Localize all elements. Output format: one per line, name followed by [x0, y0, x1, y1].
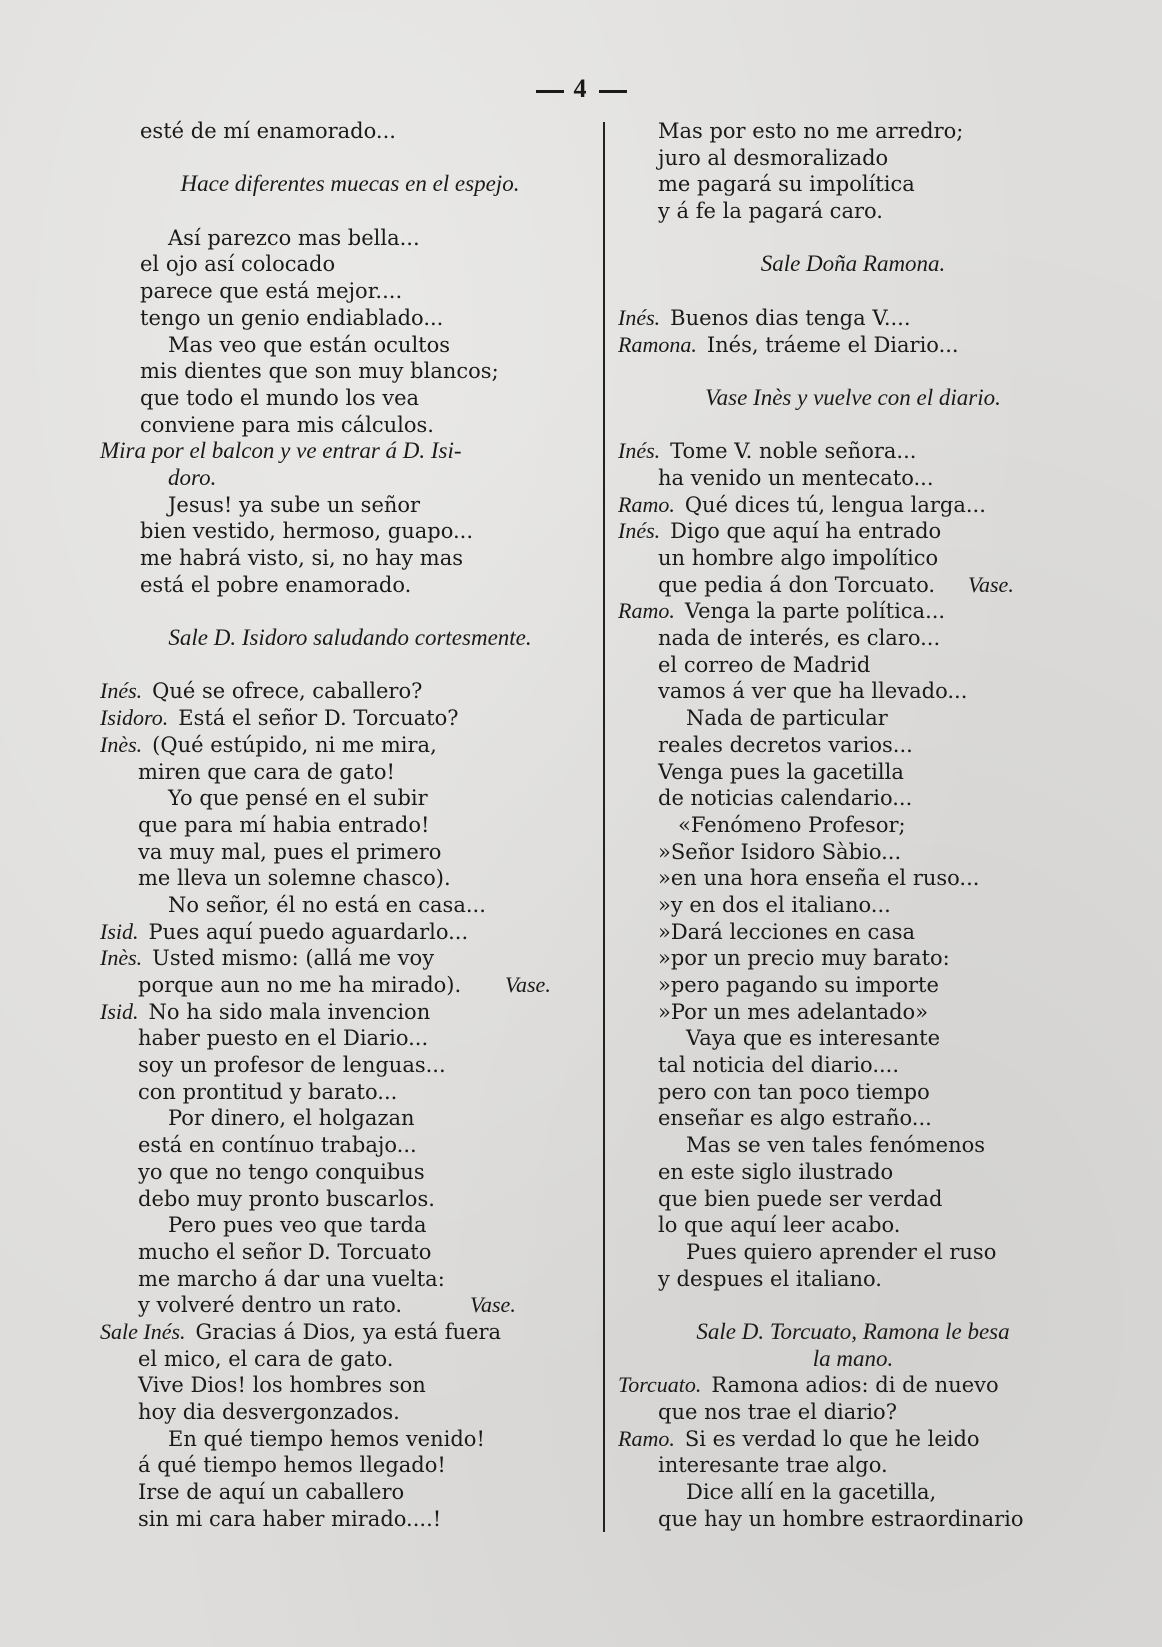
verse-text: »por un precio muy barato:	[658, 946, 950, 971]
speaker-name: Ramo.	[618, 1425, 675, 1451]
verse-line	[618, 171, 1088, 198]
stage-direction	[618, 1346, 1088, 1373]
verse-line	[100, 1372, 600, 1399]
verse-line	[618, 198, 1088, 225]
verse-line	[618, 465, 1088, 492]
speaker-name: Inès.	[100, 945, 143, 971]
speaker-name: Inés.	[618, 518, 661, 544]
verse-text: Venga la parte política...	[684, 599, 946, 624]
folio-dash-right	[599, 90, 627, 93]
verse-text: Nada de particular	[686, 706, 888, 731]
verse-text: que todo el mundo los vea	[140, 385, 420, 410]
verse-line	[618, 1452, 1088, 1479]
verse-line	[618, 812, 1088, 839]
verse-line	[100, 1239, 600, 1266]
verse-line	[100, 1346, 600, 1373]
verse-text: lo que aquí leer acabo.	[658, 1213, 901, 1238]
verse-line	[100, 1426, 600, 1453]
speaker-line	[100, 919, 600, 946]
speaker-name: Ramo.	[618, 491, 675, 517]
verse-line	[100, 1052, 600, 1079]
verse-line	[100, 759, 600, 786]
verse-text: Pues aquí puedo aguardarlo...	[148, 919, 469, 944]
verse-line	[618, 1506, 1088, 1533]
verse-text: está el pobre enamorado.	[140, 572, 412, 597]
verse-text: Vive Dios! los hombres son	[138, 1373, 426, 1398]
speaker-name: Inés.	[618, 304, 661, 330]
verse-text: de noticias calendario...	[658, 786, 913, 811]
verse-text: va muy mal, pues el primero	[138, 839, 442, 864]
verse-line	[618, 1132, 1088, 1159]
verse-line	[618, 118, 1088, 145]
verse-line	[100, 1079, 600, 1106]
verse-line	[100, 892, 600, 919]
verse-text: mis dientes que son muy blancos;	[140, 359, 499, 384]
verse-text: me marcho á dar una vuelta:	[138, 1266, 445, 1291]
verse-text: »Señor Isidoro Sàbio...	[658, 839, 902, 864]
speaker-line	[618, 518, 1088, 545]
verse-text: un hombre algo impolítico	[658, 546, 939, 570]
speaker-name: Isid.	[100, 998, 139, 1024]
speaker-line	[618, 305, 1088, 332]
stage-direction-text: la mano.	[812, 1345, 894, 1371]
verse-line	[618, 1052, 1088, 1079]
verse-text: »Por un mes adelantado»	[658, 999, 929, 1024]
blank-line	[618, 358, 1088, 385]
verse-line	[618, 1479, 1088, 1506]
verse-text: tal noticia del diario....	[658, 1053, 900, 1078]
verse-line	[100, 1479, 600, 1506]
verse-text: el mico, el cara de gato.	[138, 1346, 394, 1371]
speaker-line	[100, 732, 600, 759]
stage-direction	[100, 438, 600, 465]
stage-direction-text: Mira por el balcon y ve entrar á D. Isi-	[100, 438, 462, 464]
stage-direction	[618, 385, 1088, 412]
verse-line	[618, 945, 1088, 972]
verse-text: porque aun no me ha mirado).	[138, 973, 462, 997]
speaker-name: Torcuato.	[618, 1372, 702, 1398]
verse-text: hoy dia desvergonzados.	[138, 1400, 400, 1424]
column-divider	[603, 122, 605, 1532]
verse-text: con prontitud y barato...	[138, 1079, 398, 1104]
verse-line	[100, 251, 600, 278]
verse-text: »en una hora enseña el ruso...	[658, 866, 980, 891]
verse-text: á qué tiempo hemos llegado!	[138, 1453, 446, 1478]
verse-text: reales decretos varios...	[658, 732, 913, 757]
speaker-line	[618, 438, 1088, 465]
stage-direction	[618, 1319, 1088, 1346]
verse-line	[618, 785, 1088, 812]
verse-text: Jesus! ya sube un señor	[168, 492, 421, 517]
verse-line	[618, 1239, 1088, 1266]
verse-line	[100, 865, 600, 892]
verse-text: el correo de Madrid	[658, 652, 871, 677]
verse-line	[100, 332, 600, 359]
verse-text: Yo que pensé en el subir	[168, 786, 428, 811]
verse-text: nada de interés, es claro...	[658, 626, 941, 651]
verse-text: Venga pues la gacetilla	[658, 759, 904, 784]
verse-line	[618, 1025, 1088, 1052]
verse-line	[618, 759, 1088, 786]
verse-text: Mas veo que están ocultos	[168, 332, 451, 357]
verse-line	[100, 1132, 600, 1159]
speaker-line	[618, 492, 1088, 519]
verse-text: está en contínuo trabajo...	[138, 1133, 417, 1158]
verse-text: Qué se ofrece, caballero?	[152, 679, 423, 704]
verse-text: me pagará su impolítica	[658, 172, 915, 197]
page-number	[0, 74, 1162, 104]
speaker-line	[100, 999, 600, 1026]
stage-direction	[100, 171, 600, 198]
verse-line	[618, 145, 1088, 172]
verse-text: el ojo así colocado	[140, 252, 336, 277]
verse-line	[100, 1452, 600, 1479]
verse-text: que para mí habia entrado!	[138, 812, 430, 837]
verse-text: debo muy pronto buscarlos.	[138, 1186, 435, 1211]
verse-line	[100, 1212, 600, 1239]
verse-text: No ha sido mala invencion	[148, 999, 431, 1024]
verse-text: Mas se ven tales fenómenos	[686, 1133, 986, 1158]
verse-text: vamos á ver que ha llevado...	[658, 679, 968, 704]
verse-text: tengo un genio endiablado...	[140, 305, 444, 330]
verse-text: Gracias á Dios, ya está fuera	[195, 1319, 502, 1344]
verse-text: Qué dices tú, lengua larga...	[684, 492, 986, 517]
speaker-line	[618, 598, 1088, 625]
folio-dash-left	[536, 90, 564, 93]
verse-text: Por dinero, el holgazan	[168, 1106, 415, 1131]
verse-line	[618, 1159, 1088, 1186]
verse-line	[100, 545, 600, 572]
verse-line	[100, 572, 600, 599]
verse-text: interesante trae algo.	[658, 1453, 888, 1478]
right-column	[618, 118, 1088, 1532]
verse-line	[618, 1399, 1088, 1426]
speaker-name: Isidoro.	[100, 705, 169, 731]
verse-text: No señor, él no está en casa...	[168, 892, 486, 917]
verse-line	[100, 305, 600, 332]
verse-text: enseñar es algo estraño...	[658, 1106, 932, 1131]
verse-text: Mas por esto no me arredro;	[658, 119, 964, 143]
blank-line	[618, 412, 1088, 439]
verse-text: Pues quiero aprender el ruso	[686, 1239, 997, 1264]
verse-text: me lleva un solemne chasco).	[138, 866, 451, 891]
verse-line	[618, 678, 1088, 705]
verse-text: Buenos dias tenga V....	[670, 305, 911, 330]
verse-line	[100, 972, 600, 999]
verse-text: Está el señor D. Torcuato?	[178, 706, 459, 731]
verse-text: sin mi cara haber mirado....!	[138, 1506, 442, 1531]
verse-line	[100, 1105, 600, 1132]
verse-line	[618, 1266, 1088, 1293]
verse-line	[100, 412, 600, 439]
stage-direction	[100, 625, 600, 652]
verse-text: conviene para mis cálculos.	[140, 412, 434, 437]
blank-line	[100, 198, 600, 225]
verse-line	[618, 999, 1088, 1026]
stage-direction-text: Vase Inès y vuelve con el diario.	[705, 384, 1001, 410]
verse-text: (Qué estúpido, ni me mira,	[152, 732, 437, 757]
speaker-name: Inés.	[618, 438, 661, 464]
stage-direction-text: Sale D. Torcuato, Ramona le besa	[696, 1318, 1010, 1344]
speaker-name: Ramo.	[618, 598, 675, 624]
speaker-line	[618, 332, 1088, 359]
verse-line	[618, 919, 1088, 946]
verse-line	[618, 705, 1088, 732]
verse-text: bien vestido, hermoso, guapo...	[140, 519, 473, 544]
verse-text: Vaya que es interesante	[686, 1026, 941, 1051]
speaker-name: Inés.	[100, 678, 143, 704]
verse-line	[618, 625, 1088, 652]
verse-line	[100, 1266, 600, 1293]
verse-line	[618, 972, 1088, 999]
verse-text: »pero pagando su importe	[658, 973, 939, 997]
speaker-name: Ramona.	[618, 331, 697, 357]
verse-text: En qué tiempo hemos venido!	[168, 1426, 485, 1451]
verse-text: ha venido un mentecato...	[658, 465, 934, 490]
verse-text: y volveré dentro un rato.	[138, 1293, 403, 1318]
verse-line	[618, 545, 1088, 572]
verse-text: miren que cara de gato!	[138, 759, 395, 784]
verse-text: »y en dos el italiano...	[658, 892, 891, 917]
verse-text: que pedia á don Torcuato.	[658, 572, 936, 597]
blank-line	[618, 225, 1088, 252]
verse-line	[100, 1186, 600, 1213]
verse-text: que bien puede ser verdad	[658, 1186, 943, 1211]
verse-text: Si es verdad lo que he leido	[684, 1426, 980, 1451]
verse-text: soy un profesor de lenguas...	[138, 1053, 446, 1078]
exit-direction: Vase.	[470, 1292, 516, 1318]
verse-text: y despues el italiano.	[658, 1266, 882, 1291]
verse-text: yo que no tengo conquibus	[138, 1159, 425, 1184]
blank-line	[100, 598, 600, 625]
blank-line	[618, 1292, 1088, 1319]
verse-text: me habrá visto, si, no hay mas	[140, 546, 464, 570]
verse-line	[100, 278, 600, 305]
verse-line	[100, 358, 600, 385]
verse-text: esté de mí enamorado...	[140, 119, 396, 143]
verse-text: Irse de aquí un caballero	[138, 1480, 405, 1505]
stage-direction-text: doro.	[168, 464, 217, 490]
verse-line	[618, 732, 1088, 759]
verse-text: y á fe la pagará caro.	[658, 199, 883, 224]
verse-line	[618, 1186, 1088, 1213]
speaker-name: Inès.	[100, 731, 143, 757]
verse-line	[100, 118, 600, 145]
verse-line	[618, 892, 1088, 919]
blank-line	[618, 278, 1088, 305]
speaker-line	[618, 1372, 1088, 1399]
blank-line	[100, 652, 600, 679]
verse-text: que hay un hombre estraordinario	[658, 1506, 1024, 1531]
verse-line	[100, 839, 600, 866]
speaker-line	[100, 705, 600, 732]
stage-direction-text: Hace diferentes muecas en el espejo.	[180, 171, 520, 197]
verse-line	[100, 225, 600, 252]
blank-line	[100, 145, 600, 172]
verse-line	[100, 785, 600, 812]
verse-text: mucho el señor D. Torcuato	[138, 1239, 432, 1264]
verse-line	[618, 1105, 1088, 1132]
verse-line	[618, 839, 1088, 866]
verse-line	[100, 1399, 600, 1426]
verse-line	[618, 652, 1088, 679]
verse-line	[100, 492, 600, 519]
verse-text: Pero pues veo que tarda	[168, 1213, 427, 1238]
verse-text: Usted mismo: (allá me voy	[152, 946, 435, 971]
speaker-name: Sale Inés.	[100, 1318, 186, 1344]
left-column	[100, 118, 600, 1532]
speaker-name: Isid.	[100, 918, 139, 944]
verse-line	[100, 518, 600, 545]
verse-text: Dice allí en la gacetilla,	[686, 1480, 937, 1505]
verse-text: parece que está mejor....	[140, 279, 403, 304]
verse-text: Tome V. noble señora...	[670, 439, 917, 464]
verse-line	[100, 1292, 600, 1319]
stage-direction	[100, 465, 600, 492]
page-number-value: 4	[573, 74, 589, 103]
verse-text: haber puesto en el Diario...	[138, 1026, 429, 1051]
verse-text: Así parezco mas bella...	[168, 225, 420, 250]
verse-text: Digo que aquí ha entrado	[670, 519, 942, 544]
speaker-line	[100, 678, 600, 705]
verse-line	[618, 1079, 1088, 1106]
verse-line	[618, 572, 1088, 599]
verse-text: en este siglo ilustrado	[658, 1159, 894, 1184]
verse-text: juro al desmoralizado	[658, 145, 889, 170]
exit-direction: Vase.	[505, 972, 551, 997]
verse-line	[100, 385, 600, 412]
speaker-line	[618, 1426, 1088, 1453]
stage-direction	[618, 251, 1088, 278]
stage-direction-text: Sale D. Isidoro saludando cortesmente.	[168, 625, 532, 651]
verse-text: que nos trae el diario?	[658, 1400, 897, 1424]
verse-line	[618, 1212, 1088, 1239]
stage-direction-text: Sale Doña Ramona.	[760, 251, 946, 277]
verse-text: pero con tan poco tiempo	[658, 1079, 930, 1104]
speaker-line	[100, 945, 600, 972]
verse-text: Inés, tráeme el Diario...	[706, 332, 959, 357]
verse-line	[618, 865, 1088, 892]
verse-text: Ramona adios: di de nuevo	[711, 1373, 999, 1398]
verse-text: «Fenómeno Profesor;	[678, 812, 906, 837]
verse-text: »Dará lecciones en casa	[658, 919, 916, 944]
verse-line	[100, 812, 600, 839]
speaker-line	[100, 1319, 600, 1346]
verse-line	[100, 1025, 600, 1052]
verse-line	[100, 1159, 600, 1186]
exit-direction: Vase.	[968, 571, 1014, 597]
verse-line	[100, 1506, 600, 1533]
